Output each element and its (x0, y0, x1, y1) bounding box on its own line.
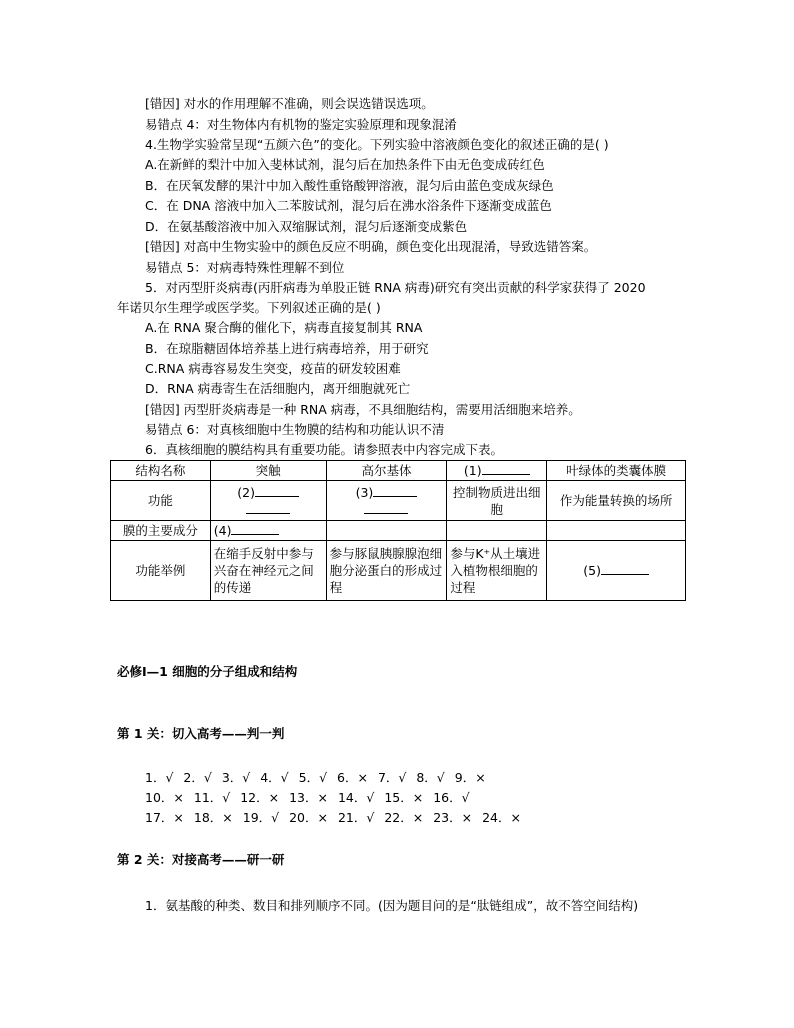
answer-item: 15．× (384, 790, 424, 805)
option-d: D．在氨基酸溶液中加入双缩脲试剂，混匀后逐渐变成紫色 (145, 219, 468, 234)
answer-item: 20．× (289, 810, 328, 825)
answer-item: 17．× (145, 810, 184, 825)
table-cell (326, 521, 447, 541)
question-6: 6．真核细胞的膜结构具有重要功能。请参照表中内容完成下表。 (145, 442, 503, 457)
answer-blank[interactable] (373, 484, 417, 497)
table-cell: 膜的主要成分 (111, 521, 211, 541)
option-a: A.在 RNA 聚合酶的催化下，病毒直接复制其 RNA (145, 320, 423, 335)
answer-item: 22．× (384, 810, 424, 825)
option-d: D．RNA 病毒寄生在活细胞内，离开细胞就死亡 (145, 381, 411, 396)
answer-item: 4．√ (260, 770, 289, 785)
option-c: C.RNA 病毒容易发生突变，疫苗的研发较困难 (145, 361, 401, 376)
answer-item: 11．√ (193, 790, 231, 805)
answer-item: 7．√ (377, 770, 407, 785)
text-line: [错因] 对高中生物实验中的颜色反应不明确，颜色变化出现混淆，导致选错答案。 (145, 239, 597, 254)
text-line: 易错点 4：对生物体内有机物的鉴定实验原理和现象混淆 (145, 117, 457, 132)
table-cell: 功能 (111, 481, 211, 521)
text-line: 易错点 5：对病毒特殊性理解不到位 (145, 260, 345, 275)
table-cell: 参与豚鼠胰腺腺泡细胞分泌蛋白的形成过程 (326, 541, 447, 601)
answer-item: 24．× (482, 810, 521, 825)
table-cell: 作为能量转换的场所 (547, 481, 686, 521)
table-cell: 叶绿体的类囊体膜 (547, 461, 686, 481)
answers-row-1 (145, 770, 492, 786)
part2-answer: 1．氨基酸的种类、数目和排列顺序不同。(因为题目问的是“肽链组成”，故不答空间结构) (145, 898, 639, 913)
blank-label: (1) (463, 463, 482, 478)
answer-item: 23．× (433, 810, 473, 825)
text-line: 易错点 6：对真核细胞中生物膜的结构和功能认识不清 (145, 422, 445, 437)
table-cell (210, 521, 326, 541)
answer-item: 21．√ (337, 810, 375, 825)
table-cell (326, 481, 447, 521)
answer-item: 19．√ (242, 810, 280, 825)
table-cell (547, 521, 686, 541)
answer-item: 12．× (240, 790, 280, 805)
answer-item: 9．× (454, 770, 486, 785)
table-cell (447, 521, 547, 541)
answer-item: 6．× (337, 770, 368, 785)
answer-blank[interactable] (231, 522, 279, 535)
answer-item: 3．√ (221, 770, 251, 785)
answer-item: 1．√ (145, 770, 174, 785)
table-cell (447, 461, 547, 481)
answer-item: 2．√ (183, 770, 212, 785)
table-cell (210, 481, 326, 521)
table-cell: 高尔基体 (326, 461, 447, 481)
part2-title: 第 2 关：对接高考——研一研 (117, 852, 285, 867)
blank-label: (5) (583, 563, 601, 578)
question-5-cont: 年诺贝尔生理学或医学奖。下列叙述正确的是( ) (117, 300, 381, 315)
answer-item: 18．× (193, 810, 233, 825)
membrane-table (110, 460, 686, 601)
answer-blank[interactable] (364, 501, 408, 514)
option-b: B．在厌氧发酵的果汁中加入酸性重铬酸钾溶液，混匀后由蓝色变成灰绿色 (145, 178, 554, 193)
table-cell: 突触 (210, 461, 326, 481)
section-title: 必修Ⅰ—1 细胞的分子组成和结构 (117, 664, 298, 679)
option-c: C．在 DNA 溶液中加入二苯胺试剂，混匀后在沸水浴条件下逐渐变成蓝色 (145, 198, 552, 213)
answers-row-3 (145, 810, 527, 826)
part1-title: 第 1 关：切入高考——判一判 (117, 726, 285, 741)
answer-blank[interactable] (482, 462, 530, 475)
blank-label: (2) (237, 484, 256, 500)
answer-item: 5．√ (298, 770, 328, 785)
table-cell: 控制物质进出细胞 (447, 481, 547, 521)
answer-blank[interactable] (601, 562, 649, 575)
question-4: 4.生物学实验常呈现“五颜六色”的变化。下列实验中溶液颜色变化的叙述正确的是( ) (145, 137, 609, 152)
table-cell (547, 541, 686, 601)
table-cell: 结构名称 (111, 461, 211, 481)
question-5: 5．对丙型肝炎病毒(丙肝病毒为单股正链 RNA 病毒)研究有突出贡献的科学家获得了 2020 (145, 280, 646, 295)
option-a: A.在新鲜的梨汁中加入斐林试剂，混匀后在加热条件下由无色变成砖红色 (145, 157, 545, 172)
blank-label: (3) (355, 484, 374, 500)
answer-item: 13．× (289, 790, 328, 805)
table-cell: 功能举例 (111, 541, 211, 601)
answer-blank[interactable] (246, 501, 290, 514)
answer-item: 16．√ (433, 790, 470, 805)
answer-blank[interactable] (255, 484, 299, 497)
answer-item: 10．× (145, 790, 184, 805)
blank-label: (4) (213, 523, 232, 538)
answer-item: 14．√ (337, 790, 375, 805)
table-cell: 参与K⁺从土壤进入植物根细胞的过程 (447, 541, 547, 601)
answer-item: 8．√ (416, 770, 445, 785)
text-line: [错因] 对水的作用理解不准确，则会误选错误选项。 (145, 96, 434, 111)
text-line: [错因] 丙型肝炎病毒是一种 RNA 病毒，不具细胞结构，需要用活细胞来培养。 (145, 402, 581, 417)
answers-row-2 (145, 790, 476, 806)
option-b: B．在琼脂糖固体培养基上进行病毒培养，用于研究 (145, 341, 429, 356)
table-cell: 在缩手反射中参与兴奋在神经元之间的传递 (210, 541, 326, 601)
